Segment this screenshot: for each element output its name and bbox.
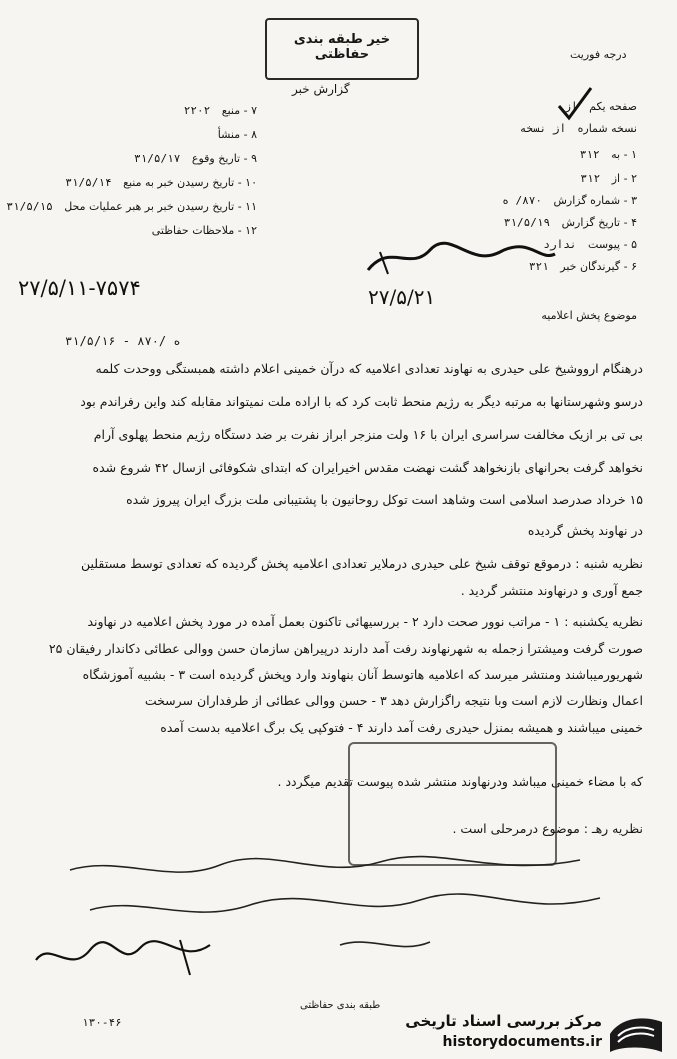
body-line: بی تی بر ازیک مخالفت سراسری ایران با ۱۶ ولت منزجر ابراز نفرت بر ضد دستگاه رژیم منحط پهلوی آرام: [93, 427, 643, 442]
urgency-label: درجه فوریت: [570, 48, 627, 61]
checkmark-scribble: [555, 84, 595, 124]
body-line: ۱۵ خرداد صدرصد اسلامی است وشاهد است توکل روحانیون با پشتیبانی ملت بزرگ ایران پیروز شده: [126, 492, 643, 507]
opinion-line: خمینی میباشند و همیشه بمنزل حیدری رفت آمد دارند ۴ - فتوکپی یک برگ اعلامیه بدست آمده: [160, 720, 643, 735]
field-report-date: ۴ - تاریخ گزارش ۳۱/۵/۱۹: [503, 216, 637, 229]
signature-bottom-left: [30, 930, 230, 990]
receipt-stamp: [348, 742, 557, 866]
handwritten-ref-right: ۲۷/۵/۲۱: [368, 285, 436, 309]
logo-url: historydocuments.ir: [442, 1034, 602, 1050]
opinion-line: نظریه شنبه : درموقع توقف شیخ علی حیدری درملایر تعدادی اعلامیه پخش گردیده که تعدادی توسط مستقلین: [80, 556, 643, 571]
field-report-number: ۳ - شماره گزارش ۸۷۰/ ه: [502, 194, 637, 207]
opinion-line: اعمال ونظارت لازم است وبا نتیجه راگزارش دهد ۳ - حسن ووالی عطائی از طرفداران سرسخت: [144, 693, 643, 708]
field-to: ۱ - به ۳۱۲: [579, 148, 637, 161]
field-occurrence-date: ۹ - تاریخ وقوع ۳۱/۵/۱۷: [134, 152, 257, 165]
field-security-notes: ۱۲ - ملاحظات حفاظتی: [151, 224, 257, 237]
book-icon: [606, 1012, 666, 1056]
page-number: ۱۳۰-۴۶: [82, 1016, 122, 1029]
field-source-date: ۱۰ - تاریخ رسیدن خبر به منبع ۳۱/۵/۱۴: [65, 176, 257, 189]
footer-classification: طبقه بندی حفاظتی: [300, 1000, 381, 1011]
opinion-line: جمع آوری و درنهاوند منتشر گردید .: [460, 583, 643, 598]
opinion-line: نظریه رهـ : موضوع درمرحلی است .: [452, 821, 643, 836]
field-copy: نسخه شماره از نسخه: [519, 122, 637, 135]
opinion-line: شهریورمیباشند ومنتشر میرسد که اعلامیه هاتوسط آنان بنهاوند وارد وپخش گردیده است ۳ - بشبیه آموزشگاه: [82, 667, 643, 682]
subject-line: موضوع پخش اعلامیه: [541, 309, 637, 322]
opinion-line: که با مضاء خمینی میباشد ودرنهاوند منتشر شده پیوست تقدیم میگردد .: [277, 774, 643, 789]
field-page: صفحه یکم از: [564, 100, 637, 113]
handwritten-ref-left: ۲۷/۵/۱۱-۷۵۷۴: [18, 276, 141, 300]
body-line: درهنگام ارووشیخ علی حیدری به نهاوند تعدادی اعلامیه که درآن خمینی اعلام داشته همبستگی ووحدت کلمه: [95, 361, 643, 376]
stamp-title: خیر طبقه بندی حفاظتی: [293, 32, 391, 62]
logo-name: مرکز بررسی اسناد تاریخی: [405, 1012, 602, 1030]
field-origin: ۸ - منشأ: [217, 128, 257, 141]
report-title: گزارش خبر: [292, 82, 350, 96]
field-from: ۲ - از ۳۱۲: [580, 172, 637, 185]
handwritten-scribble: [360, 232, 560, 282]
field-attachment: ۵ - پیوست ندارد: [543, 238, 637, 251]
classification-stamp: [265, 18, 419, 80]
field-ops-date: ۱۱ - تاریخ رسیدن خبر بر هبر عملیات محل ۳۱/۵/۱۵: [6, 200, 257, 213]
body-line: نخواهد گرفت بحرانهای بازنخواهد گشت نهضت مقدس اخیرایران که ابتدای شکوفائی ازسال ۴۲ شروع شده: [92, 460, 643, 475]
opinion-line: نظریه یکشنبه : ۱ - مراتب نوور صحت دارد ۲ - بررسیهائی تاکنون بعمل آمده در مورد پخش اعلامیه در نهاوند: [87, 614, 643, 629]
archive-logo: [400, 1012, 672, 1056]
body-line: درسو وشهرستانها به مرتبه دیگر به رژیم منحط ثابت کرد که با اراده ملت نمیتواند مقابله کند واین رفراندم بود: [80, 394, 643, 409]
field-recipients: ۶ - گیرندگان خبر ۳۲۱: [528, 260, 637, 273]
field-source: ۷ - منبع ۲۲۰۲: [183, 104, 257, 117]
body-line: در نهاوند پخش گردیده: [527, 523, 643, 538]
opinion-line: صورت گرفت ومیشترا زجمله به شهرنهاوند رفت آمد دارند درپیراهن سازمان حسن ووالی عطائی دکاندار رفیقان ۲۵: [48, 641, 643, 656]
reference-line: ۳۱/۵/۱۶ - ۸۷۰/ ه: [65, 334, 181, 348]
